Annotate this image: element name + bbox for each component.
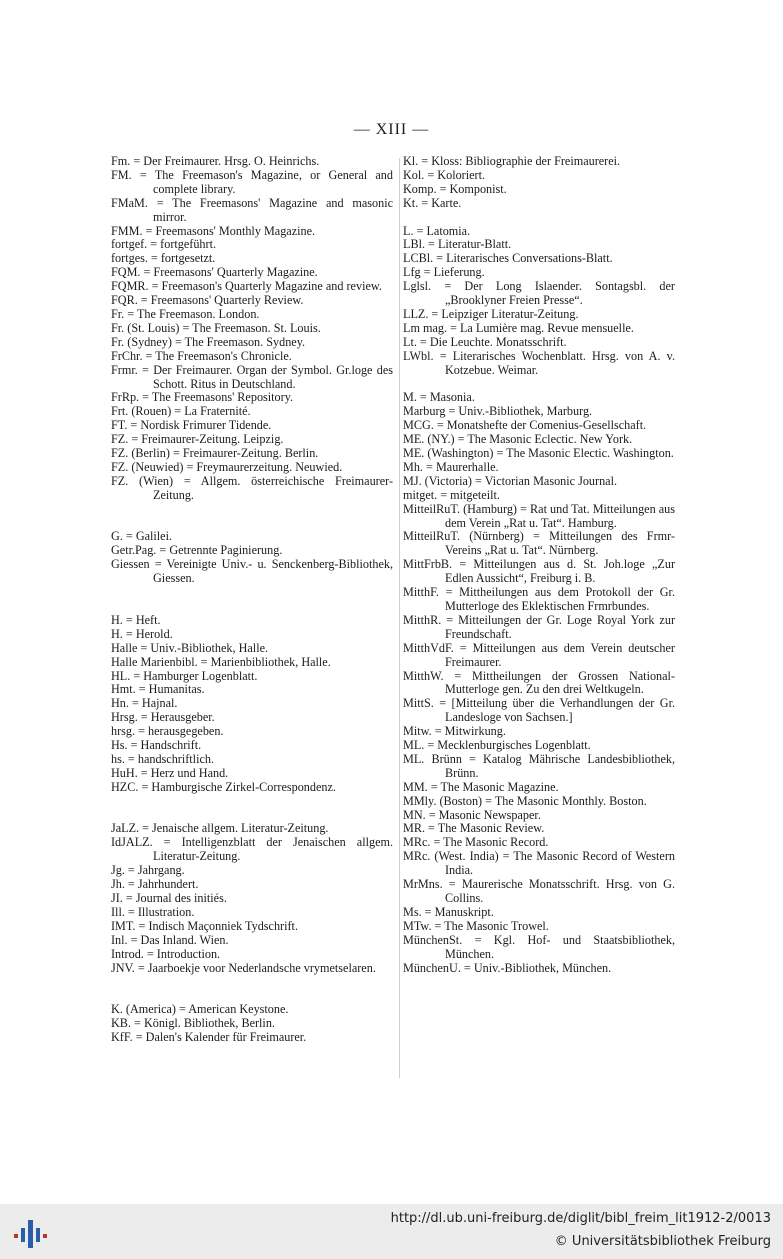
abbreviation-entry: K. (America) = American Keystone. [111, 1002, 289, 1017]
abbreviation-entry: LCBl. = Literarisches Conversations-Blatt. [403, 251, 613, 266]
abbreviation-entry: Hn. = Hajnal. [111, 696, 178, 711]
page-number: — XIII — [353, 121, 430, 138]
abbreviation-entry: ME. (NY.) = The Masonic Eclectic. New York. [403, 432, 633, 447]
abbreviation-entry: Lm mag. = La Lumière mag. Revue mensuelle. [403, 320, 634, 335]
abbreviation-entry: Lglsl. = Der Long Islaender. Sontagsbl. der „Brooklyner Freien Presse“. [403, 279, 675, 308]
abbreviation-entry: Fr. = The Freemason. London. [111, 306, 260, 321]
abbreviation-entry: HZC. = Hamburgische Zirkel-Correspondenz. [111, 779, 336, 794]
abbreviation-entry: FrRp. = The Freemasons' Repository. [111, 390, 294, 405]
abbreviation-entry: MN. = Masonic Newspaper. [403, 807, 541, 822]
abbreviation-column-left [111, 155, 393, 1045]
abbreviation-entry: Lt. = Die Leuchte. Monatsschrift. [403, 334, 567, 349]
abbreviation-entry: fortges. = fortgesetzt. [111, 251, 216, 266]
abbreviation-entry: Fr. (St. Louis) = The Freemason. St. Louis. [111, 320, 321, 335]
abbreviation-entry: ML. Brünn = Katalog Mährische Landesbibliothek, Brünn. [403, 751, 675, 780]
abbreviation-entry: Halle = Univ.-Bibliothek, Halle. [111, 640, 269, 655]
abbreviation-entry: LWbl. = Literarisches Wochenblatt. Hrsg. von A. v. Kotzebue. Weimar. [403, 348, 675, 377]
abbreviation-entry: FZ. (Berlin) = Freimaurer-Zeitung. Berlin. [111, 446, 319, 461]
abbreviation-entry: hs. = handschriftlich. [111, 751, 214, 766]
abbreviation-entry: MitteilRuT. (Hamburg) = Rat und Tat. Mitteilungen aus dem Verein „Rat u. Tat“. Hamburg. [403, 501, 675, 530]
abbreviation-entry: FMaM. = The Freemasons' Magazine and masonic mirror. [111, 195, 393, 224]
abbreviation-entry: Mitw. = Mitwirkung. [403, 724, 506, 739]
abbreviation-entry: MitthVdF. = Mitteilungen aus dem Verein deutscher Freimaurer. [403, 640, 675, 669]
abbreviation-entry: Introd. = Introduction. [111, 946, 221, 961]
column-divider [399, 158, 400, 1078]
abbreviation-entry: MittS. = [Mitteilung über die Verhandlungen der Gr. Landesloge von Sachsen.] [403, 696, 675, 725]
abbreviation-entry: Mh. = Maurerhalle. [403, 459, 499, 474]
abbreviation-entry: Inl. = Das Inland. Wien. [111, 932, 229, 947]
ub-freiburg-logo-icon [12, 1214, 52, 1252]
abbreviation-entry: MCG. = Monatshefte der Comenius-Gesellschaft. [403, 418, 647, 433]
abbreviation-entry: H. = Herold. [111, 626, 173, 641]
abbreviation-entry: L. = Latomia. [403, 223, 471, 238]
abbreviation-entry: Komp. = Komponist. [403, 181, 507, 196]
abbreviation-entry: MitthW. = Mittheilungen der Grossen National-Mutterloge gen. Zu den drei Weltkugeln. [403, 668, 675, 697]
abbreviation-entry: Lfg = Lieferung. [403, 265, 485, 280]
abbreviation-entry: Frt. (Rouen) = La Fraternité. [111, 404, 251, 419]
abbreviation-entry: FZ. = Freimaurer-Zeitung. Leipzig. [111, 432, 284, 447]
abbreviation-column-right [403, 155, 675, 975]
abbreviation-entry: LBl. = Literatur-Blatt. [403, 237, 512, 252]
abbreviation-entry: Kol. = Koloriert. [403, 167, 486, 182]
abbreviation-entry: FQMR. = Freemason's Quarterly Magazine and review. [111, 279, 382, 294]
abbreviation-entry: KB. = Königl. Bibliothek, Berlin. [111, 1016, 275, 1031]
abbreviation-entry: ML. = Mecklenburgisches Logenblatt. [403, 738, 591, 753]
abbreviation-entry: Ms. = Manuskript. [403, 904, 494, 919]
abbreviation-entry: FZ. (Neuwied) = Freymaurerzeitung. Neuwied. [111, 459, 343, 474]
abbreviation-entry: Jg. = Jahrgang. [111, 863, 185, 878]
abbreviation-entry: Frmr. = Der Freimaurer. Organ der Symbol. Gr.loge des Schott. Ritus in Deutschland. [111, 362, 393, 391]
abbreviation-entry: mitget. = mitgeteilt. [403, 487, 500, 502]
abbreviation-entry: MitteilRuT. (Nürnberg) = Mitteilungen des Frmr-Vereins „Rat u. Tat“. Nürnberg. [403, 529, 675, 558]
abbreviation-entry: MMly. (Boston) = The Masonic Monthly. Boston. [403, 793, 647, 808]
abbreviation-entry: FQM. = Freemasons' Quarterly Magazine. [111, 265, 318, 280]
abbreviation-entry: Halle Marienbibl. = Marienbibliothek, Halle. [111, 654, 331, 669]
abbreviation-entry: LLZ. = Leipziger Literatur-Zeitung. [403, 306, 579, 321]
abbreviation-entry: HL. = Hamburger Logenblatt. [111, 668, 258, 683]
abbreviation-entry: FrChr. = The Freemason's Chronicle. [111, 348, 292, 363]
abbreviation-entry: MrMns. = Maurerische Monatsschrift. Hrsg. von G. Collins. [403, 877, 675, 905]
abbreviation-entry: Fm. = Der Freimaurer. Hrsg. O. Heinrichs. [111, 154, 320, 168]
abbreviation-entry: MM. = The Masonic Magazine. [403, 779, 559, 794]
abbreviation-entry: IdJALZ. = Intelligenzblatt der Jenaischen allgem. Literatur-Zeitung. [111, 835, 393, 864]
abbreviation-entry: hrsg. = herausgegeben. [111, 724, 224, 739]
abbreviation-entry: fortgef. = fortgeführt. [111, 237, 217, 252]
abbreviation-entry: FM. = The Freemason's Magazine, or General and complete library. [111, 167, 393, 196]
abbreviation-entry: Hrsg. = Herausgeber. [111, 710, 215, 725]
abbreviation-entry: H. = Heft. [111, 612, 161, 627]
abbreviation-entry: MittFrbB. = Mitteilungen aus d. St. Joh.loge „Zur Edlen Aussicht“, Freiburg i. B. [403, 557, 675, 586]
abbreviation-entry: Ill. = Illustration. [111, 904, 195, 919]
abbreviation-entry: MünchenU. = Univ.-Bibliothek, München. [403, 960, 612, 975]
abbreviation-entry: KfF. = Dalen's Kalender für Freimaurer. [111, 1030, 307, 1045]
abbreviation-entry: MitthF. = Mittheilungen aus dem Protokoll der Gr. Mutterloge des Eklektischen Frmrbundes. [403, 585, 675, 613]
abbreviation-entry: Kl. = Kloss: Bibliographie der Freimaurerei. [403, 154, 621, 168]
copyright-text: © Universitätsbibliothek Freiburg [554, 1234, 771, 1249]
abbreviation-entry: FMM. = Freemasons' Monthly Magazine. [111, 223, 316, 238]
abbreviation-entry: M. = Masonia. [403, 390, 475, 405]
abbreviation-entry: ME. (Washington) = The Masonic Electic. Washington. [403, 446, 674, 460]
abbreviation-entry: FZ. (Wien) = Allgem. österreichische Freimaurer-Zeitung. [111, 473, 393, 502]
abbreviation-entry: FT. = Nordisk Frimurer Tidende. [111, 418, 272, 433]
abbreviation-entry: MünchenSt. = Kgl. Hof- und Staatsbibliothek, München. [403, 932, 675, 961]
abbreviation-entry: Hmt. = Humanitas. [111, 682, 205, 697]
abbreviation-entry: Giessen = Vereinigte Univ.- u. Senckenberg-Bibliothek, Giessen. [111, 557, 393, 586]
abbreviation-entry: FQR. = Freemasons' Quarterly Review. [111, 293, 304, 308]
abbreviation-entry: Fr. (Sydney) = The Freemason. Sydney. [111, 334, 306, 349]
abbreviation-entry: JNV. = Jaarboekje voor Nederlandsche vrymetselaren. [111, 960, 376, 975]
abbreviation-entry: MRc. (West. India) = The Masonic Record of Western India. [403, 849, 675, 878]
abbreviation-entry: JaLZ. = Jenaische allgem. Literatur-Zeitung. [111, 821, 329, 836]
abbreviation-entry: MJ. (Victoria) = Victorian Masonic Journal. [403, 473, 618, 488]
abbreviation-entry: IMT. = Indisch Maçonniek Tydschrift. [111, 918, 298, 933]
abbreviation-entry: Kt. = Karte. [403, 195, 462, 210]
abbreviation-entry: MR. = The Masonic Review. [403, 821, 545, 836]
abbreviation-entry: JI. = Journal des initiés. [111, 890, 227, 905]
abbreviation-entry: Jh. = Jahrhundert. [111, 877, 199, 892]
abbreviation-entry: HuH. = Herz und Hand. [111, 765, 229, 780]
abbreviation-entry: Getr.Pag. = Getrennte Paginierung. [111, 543, 283, 558]
abbreviation-entry: Hs. = Handschrift. [111, 738, 202, 753]
abbreviation-entry: MRc. = The Masonic Record. [403, 835, 549, 850]
viewer-footer [0, 1204, 783, 1259]
abbreviation-entry: MitthR. = Mitteilungen der Gr. Loge Royal York zur Freundschaft. [403, 612, 675, 641]
source-url-link[interactable]: http://dl.ub.uni-freiburg.de/diglit/bibl_freim_lit1912-2/0013 [390, 1211, 771, 1226]
abbreviation-entry: Marburg = Univ.-Bibliothek, Marburg. [403, 404, 593, 419]
abbreviation-entry: G. = Galilei. [111, 529, 173, 544]
abbreviation-entry: MTw. = The Masonic Trowel. [403, 918, 549, 933]
